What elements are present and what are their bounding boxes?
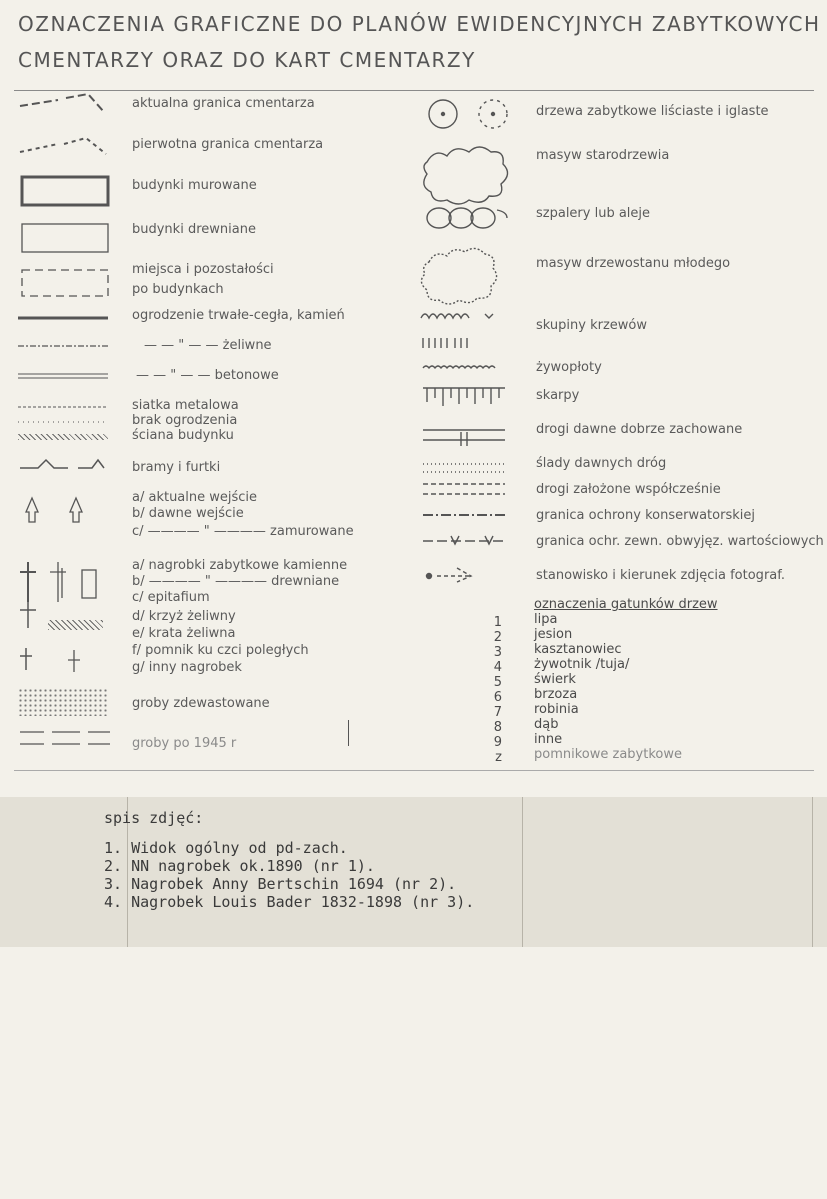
photo-list-item: 2. NN nagrobek ok.1890 (nr 1). — [104, 857, 375, 875]
species-number: 2 — [493, 630, 502, 645]
legend-label: żywopłoty — [536, 360, 602, 375]
species-name: lipa — [534, 612, 558, 627]
grille-icon — [48, 620, 103, 630]
legend-label: ogrodzenie trwałe-cegła, kamień — [132, 308, 345, 323]
species-number: 9 — [493, 735, 502, 750]
legend-label: bramy i furtki — [132, 460, 221, 475]
species-name: pomnikowe zabytkowe — [534, 747, 682, 762]
legend-label: ściana budynku — [132, 428, 234, 443]
legend-label: — — " — — żeliwne — [144, 338, 272, 353]
species-name: świerk — [534, 672, 576, 687]
margin-line — [812, 797, 813, 947]
photo-list-strip — [0, 797, 827, 947]
species-name: brzoza — [534, 687, 578, 702]
legend-label: g/ inny nagrobek — [132, 660, 242, 675]
legend-label: drzewa zabytkowe liściaste i iglaste — [536, 104, 769, 119]
legend-label: budynki murowane — [132, 178, 257, 193]
legend-label: c/ ———— " ———— zamurowane — [132, 524, 354, 539]
species-number: 1 — [493, 615, 502, 630]
species-number: z — [495, 750, 502, 765]
mark-line — [348, 720, 349, 746]
species-name: inne — [534, 732, 563, 747]
species-name: jesion — [534, 627, 573, 642]
legend-label: skupiny krzewów — [536, 318, 647, 333]
species-name: żywotnik /tuja/ — [534, 657, 630, 672]
photo-list-item: 4. Nagrobek Louis Bader 1832-1898 (nr 3). — [104, 893, 475, 911]
wall-hatch-icon — [18, 434, 108, 440]
species-heading: oznaczenia gatunków drzew — [534, 597, 718, 612]
legend-label: e/ krata żeliwna — [132, 626, 236, 641]
photo-list-item: 1. Widok ogólny od pd-zach. — [104, 839, 348, 857]
legend-label: ślady dawnych dróg — [536, 456, 667, 471]
legend-label: c/ epitafium — [132, 590, 210, 605]
legend-bottom-rule — [14, 770, 814, 771]
legend-label: drogi założone współcześnie — [536, 482, 721, 497]
legend-label: po budynkach — [132, 282, 224, 297]
legend-label: masyw starodrzewia — [536, 148, 670, 163]
species-number: 6 — [493, 690, 502, 705]
species-number: 7 — [493, 705, 502, 720]
legend-label: granica ochr. zewn. obwyjęz. wartościowych — [536, 534, 824, 549]
legend-label: a/ nagrobki zabytkowe kamienne — [132, 558, 348, 573]
legend-label: masyw drzewostanu młodego — [536, 256, 731, 271]
photo-list-heading: spis zdjęć: — [104, 809, 204, 827]
species-number: 3 — [493, 645, 502, 660]
legend-label: b/ ———— " ———— drewniane — [132, 574, 340, 589]
legend-label: stanowisko i kierunek zdjęcia fotograf. — [536, 568, 786, 583]
title-line-1: OZNACZENIA GRAFICZNE DO PLANÓW EWIDENCYJNYCH ZABYTKOWYCH — [18, 12, 821, 36]
photo-list-item: 3. Nagrobek Anny Bertschin 1694 (nr 2). — [104, 875, 457, 893]
legend-label: drogi dawne dobrze zachowane — [536, 422, 743, 437]
legend-label: budynki drewniane — [132, 222, 256, 237]
title-line-2: CMENTARZY ORAZ DO KART CMENTARZY — [18, 48, 476, 72]
legend-label: f/ pomnik ku czci poległych — [132, 643, 309, 658]
legend-label: groby zdewastowane — [132, 696, 270, 711]
legend-label: szpalery lub aleje — [536, 206, 651, 221]
legend-label: d/ krzyż żeliwny — [132, 609, 236, 624]
right-symbols — [415, 92, 515, 592]
species-name: kasztanowiec — [534, 642, 622, 657]
legend-label: a/ aktualne wejście — [132, 490, 258, 505]
legend-label: brak ogrodzenia — [132, 413, 238, 428]
header-rule — [14, 90, 814, 91]
legend-label: groby po 1945 r — [132, 736, 237, 751]
species-number: 8 — [493, 720, 502, 735]
legend-label: miejsca i pozostałości — [132, 262, 274, 277]
legend-label: b/ dawne wejście — [132, 506, 244, 521]
species-number: 4 — [493, 660, 502, 675]
species-name: dąb — [534, 717, 559, 732]
margin-line — [522, 797, 523, 947]
legend-label: siatka metalowa — [132, 398, 239, 413]
legend-label: aktualna granica cmentarza — [132, 96, 315, 111]
species-name: robinia — [534, 702, 579, 717]
legend-label: granica ochrony konserwatorskiej — [536, 508, 755, 523]
legend-label: skarpy — [536, 388, 580, 403]
species-number: 5 — [493, 675, 502, 690]
devastated-graves-icon — [18, 688, 108, 716]
legend-label: — — " — — betonowe — [136, 368, 279, 383]
legend-label: pierwotna granica cmentarza — [132, 137, 324, 152]
left-symbols — [18, 92, 113, 792]
